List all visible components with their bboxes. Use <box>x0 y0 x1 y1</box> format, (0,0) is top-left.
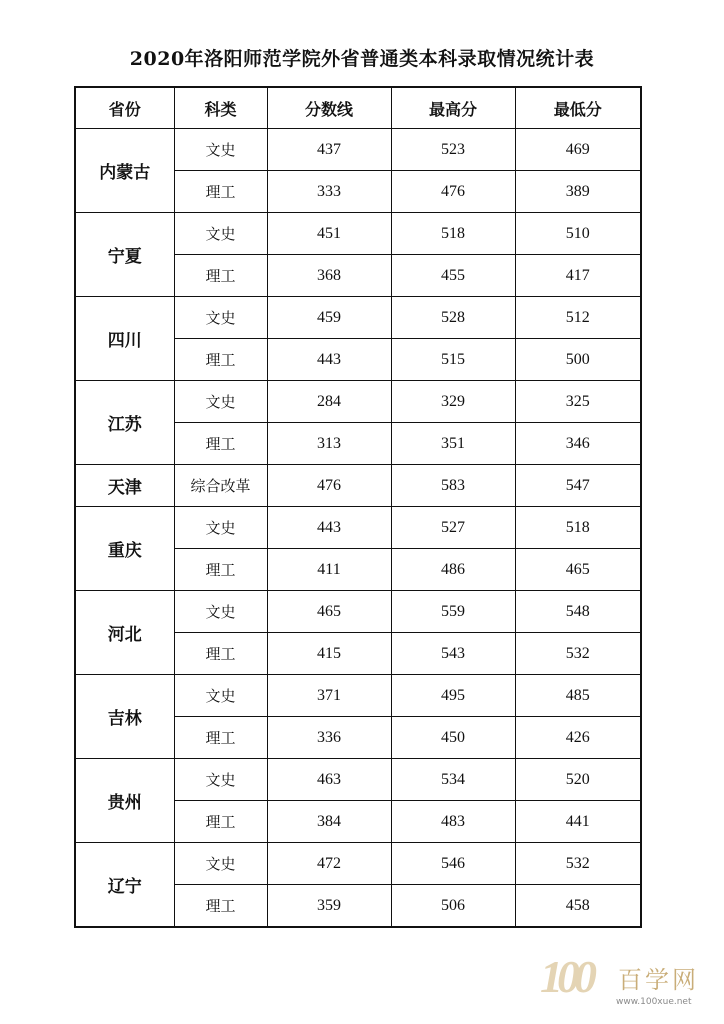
max-score-cell: 483 <box>391 801 515 843</box>
max-score-cell: 351 <box>391 423 515 465</box>
admissions-table <box>74 86 642 928</box>
cutoff-score-cell: 472 <box>267 843 391 885</box>
max-score-cell: 495 <box>391 675 515 717</box>
max-score-cell: 528 <box>391 297 515 339</box>
min-score-cell: 389 <box>515 171 641 213</box>
min-score-cell: 520 <box>515 759 641 801</box>
province-cell: 江苏 <box>75 381 174 465</box>
min-score-cell: 441 <box>515 801 641 843</box>
cutoff-score-cell: 368 <box>267 255 391 297</box>
category-cell: 综合改革 <box>174 465 267 507</box>
table-row <box>75 507 641 549</box>
cutoff-score-cell: 359 <box>267 885 391 928</box>
category-cell: 文史 <box>174 507 267 549</box>
max-score-cell: 583 <box>391 465 515 507</box>
cutoff-score-cell: 459 <box>267 297 391 339</box>
table-row <box>75 675 641 717</box>
min-score-cell: 512 <box>515 297 641 339</box>
min-score-cell: 548 <box>515 591 641 633</box>
cutoff-score-cell: 284 <box>267 381 391 423</box>
category-cell: 理工 <box>174 423 267 465</box>
header-category: 科类 <box>174 87 267 129</box>
min-score-cell: 458 <box>515 885 641 928</box>
watermark-url: www.100xue.net <box>616 997 692 1007</box>
category-cell: 理工 <box>174 339 267 381</box>
min-score-cell: 426 <box>515 717 641 759</box>
cutoff-score-cell: 384 <box>267 801 391 843</box>
max-score-cell: 546 <box>391 843 515 885</box>
category-cell: 文史 <box>174 129 267 171</box>
min-score-cell: 465 <box>515 549 641 591</box>
category-cell: 文史 <box>174 759 267 801</box>
category-cell: 理工 <box>174 885 267 928</box>
category-cell: 理工 <box>174 717 267 759</box>
cutoff-score-cell: 437 <box>267 129 391 171</box>
min-score-cell: 417 <box>515 255 641 297</box>
header-min-score: 最低分 <box>515 87 641 129</box>
cutoff-score-cell: 415 <box>267 633 391 675</box>
table-row <box>75 213 641 255</box>
page-title: 2020年洛阳师范学院外省普通类本科录取情况统计表 <box>129 48 595 70</box>
category-cell: 理工 <box>174 801 267 843</box>
cutoff-score-cell: 333 <box>267 171 391 213</box>
min-score-cell: 510 <box>515 213 641 255</box>
cutoff-score-cell: 465 <box>267 591 391 633</box>
category-cell: 文史 <box>174 297 267 339</box>
max-score-cell: 506 <box>391 885 515 928</box>
cutoff-score-cell: 313 <box>267 423 391 465</box>
category-cell: 文史 <box>174 675 267 717</box>
category-cell: 文史 <box>174 591 267 633</box>
min-score-cell: 469 <box>515 129 641 171</box>
province-cell: 辽宁 <box>75 843 174 928</box>
table-row <box>75 465 641 507</box>
cutoff-score-cell: 463 <box>267 759 391 801</box>
category-cell: 理工 <box>174 633 267 675</box>
header-max-score: 最高分 <box>391 87 515 129</box>
max-score-cell: 518 <box>391 213 515 255</box>
max-score-cell: 486 <box>391 549 515 591</box>
category-cell: 文史 <box>174 843 267 885</box>
province-cell: 重庆 <box>75 507 174 591</box>
max-score-cell: 559 <box>391 591 515 633</box>
min-score-cell: 547 <box>515 465 641 507</box>
table-row <box>75 297 641 339</box>
site-watermark <box>540 950 720 1020</box>
max-score-cell: 329 <box>391 381 515 423</box>
cutoff-score-cell: 451 <box>267 213 391 255</box>
cutoff-score-cell: 336 <box>267 717 391 759</box>
cutoff-score-cell: 443 <box>267 507 391 549</box>
cutoff-score-cell: 443 <box>267 339 391 381</box>
province-cell: 贵州 <box>75 759 174 843</box>
min-score-cell: 485 <box>515 675 641 717</box>
min-score-cell: 346 <box>515 423 641 465</box>
max-score-cell: 527 <box>391 507 515 549</box>
max-score-cell: 515 <box>391 339 515 381</box>
table-body <box>75 129 641 928</box>
cutoff-score-cell: 411 <box>267 549 391 591</box>
min-score-cell: 500 <box>515 339 641 381</box>
province-cell: 宁夏 <box>75 213 174 297</box>
province-cell: 河北 <box>75 591 174 675</box>
max-score-cell: 523 <box>391 129 515 171</box>
max-score-cell: 543 <box>391 633 515 675</box>
category-cell: 理工 <box>174 171 267 213</box>
min-score-cell: 518 <box>515 507 641 549</box>
table-row <box>75 759 641 801</box>
cutoff-score-cell: 371 <box>267 675 391 717</box>
header-cutoff-score: 分数线 <box>267 87 391 129</box>
min-score-cell: 532 <box>515 843 641 885</box>
watermark-site-name: 百学网 <box>618 966 699 994</box>
max-score-cell: 534 <box>391 759 515 801</box>
max-score-cell: 455 <box>391 255 515 297</box>
watermark-logo-digits: 100 <box>540 951 591 1002</box>
province-cell: 内蒙古 <box>75 129 174 213</box>
province-cell: 天津 <box>75 465 174 507</box>
table-row <box>75 843 641 885</box>
province-cell: 四川 <box>75 297 174 381</box>
max-score-cell: 450 <box>391 717 515 759</box>
table-row <box>75 381 641 423</box>
min-score-cell: 325 <box>515 381 641 423</box>
category-cell: 文史 <box>174 213 267 255</box>
table-header-row <box>75 87 641 129</box>
category-cell: 理工 <box>174 255 267 297</box>
category-cell: 文史 <box>174 381 267 423</box>
cutoff-score-cell: 476 <box>267 465 391 507</box>
max-score-cell: 476 <box>391 171 515 213</box>
province-cell: 吉林 <box>75 675 174 759</box>
table-row <box>75 129 641 171</box>
category-cell: 理工 <box>174 549 267 591</box>
min-score-cell: 532 <box>515 633 641 675</box>
table-row <box>75 591 641 633</box>
header-province: 省份 <box>75 87 174 129</box>
